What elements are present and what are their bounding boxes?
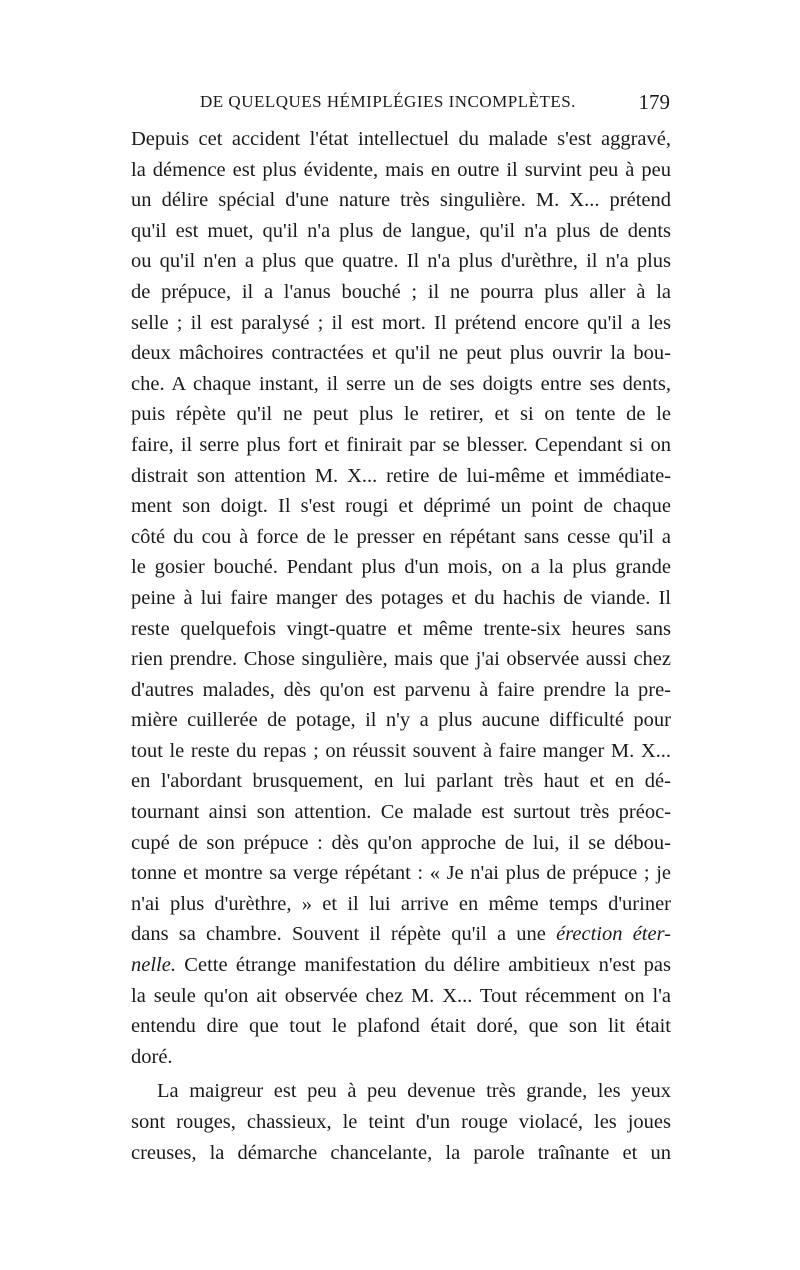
text-line: che. A chaque instant, il serre un de ses doigts entre ses dents,: [131, 372, 671, 395]
text-line: qu'il est muet, qu'il n'a plus de langue, qu'il n'a plus de dents: [131, 219, 671, 242]
text-line: [131, 950, 671, 981]
italic-phrase: nelle.: [131, 954, 176, 977]
text-line: de prépuce, il a l'anus bouché ; il ne pourra plus aller à la: [131, 280, 671, 303]
text-line: ment son doigt. Il s'est rougi et déprimé un point de chaque: [131, 495, 671, 518]
text-run: Cette étrange manifestation du délire ambitieux n'est pas: [175, 954, 671, 977]
text-run: dans sa chambre. Souvent il répète qu'il a une: [131, 923, 557, 946]
text-line: cupé de son prépuce : dès qu'on approche de lui, il se débou-: [131, 831, 671, 854]
text-line: rien prendre. Chose singulière, mais que j'ai observée aussi chez: [131, 648, 671, 671]
paragraph: [131, 124, 671, 1072]
text-line: tout le reste du repas ; on réussit souvent à faire manger M. X...: [131, 739, 671, 762]
text-line: un délire spécial d'une nature très singulière. M. X... prétend: [131, 189, 671, 212]
text-line: doré.: [131, 1045, 173, 1068]
text-line: d'autres malades, dès qu'on est parvenu à faire prendre la pre-: [131, 678, 671, 701]
text-line: ou qu'il n'en a plus que quatre. Il n'a plus d'urèthre, il n'a plus: [131, 250, 671, 273]
text-line: en l'abordant brusquement, en lui parlant très haut et en dé-: [131, 770, 671, 793]
text-line: reste quelquefois vingt-quatre et même trente-six heures sans: [131, 617, 671, 640]
text-line: selle ; il est paralysé ; il est mort. Il prétend encore qu'il a les: [131, 311, 671, 334]
running-title: DE QUELQUES HÉMIPLÉGIES INCOMPLÈTES.: [200, 92, 576, 111]
text-line: distrait son attention M. X... retire de lui-même et immédiate-: [131, 464, 671, 487]
text-line: mière cuillerée de potage, il n'y a plus aucune difficulté pour: [131, 709, 671, 732]
text-line: tournant ainsi son attention. Ce malade est surtout très préoc-: [131, 801, 671, 824]
text-line: entendu dire que tout le plafond était doré, que son lit était: [131, 1015, 671, 1038]
text-line: peine à lui faire manger des potages et du hachis de viande. Il: [131, 586, 671, 609]
page-number: 179: [638, 90, 670, 114]
italic-phrase: érection éter-: [556, 923, 671, 946]
text-line: la seule qu'on ait observée chez M. X... Tout récemment on l'a: [131, 984, 671, 1007]
text-line: creuses, la démarche chancelante, la parole traînante et un: [131, 1141, 671, 1164]
paragraph: [131, 1076, 671, 1168]
text-line: puis répète qu'il ne peut plus le retirer, et si on tente de le: [131, 403, 671, 426]
running-head: [200, 92, 670, 122]
text-line: deux mâchoires contractées et qu'il ne peut plus ouvrir la bou-: [131, 342, 671, 365]
text-line: n'ai plus d'urèthre, » et il lui arrive en même temps d'uriner: [131, 892, 671, 915]
text-line: tonne et montre sa verge répétant : « Je n'ai plus de prépuce ; je: [131, 862, 671, 885]
text-line: [131, 919, 671, 950]
text-line: côté du cou à force de le presser en répétant sans cesse qu'il a: [131, 525, 671, 548]
text-line: Depuis cet accident l'état intellectuel du malade s'est aggravé,: [131, 128, 671, 150]
text-line: sont rouges, chassieux, le teint d'un rouge violacé, les joues: [131, 1111, 671, 1133]
text-line: le gosier bouché. Pendant plus d'un mois, on a la plus grande: [131, 556, 671, 579]
text-line: La maigreur est peu à peu devenue très grande, les yeux: [157, 1080, 671, 1103]
text-line: la démence est plus évidente, mais en outre il survint peu à peu: [131, 158, 671, 181]
body-text: [131, 124, 671, 1168]
text-line: faire, il serre plus fort et finirait par se blesser. Cependant si on: [131, 433, 671, 456]
